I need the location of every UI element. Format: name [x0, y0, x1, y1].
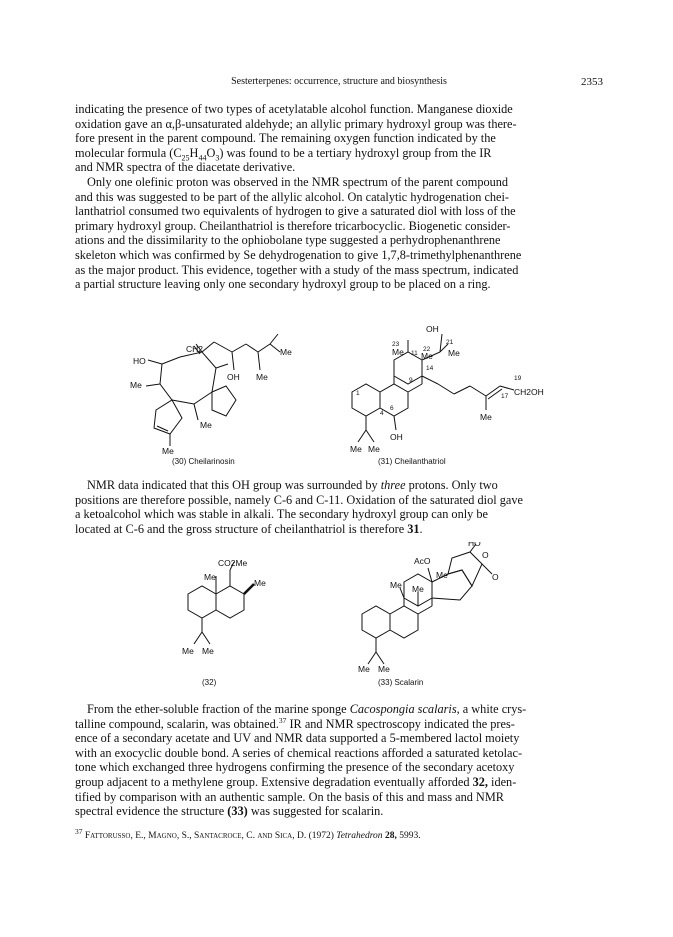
footnote-number: 37: [75, 826, 83, 836]
paragraph-3: NMR data indicated that this OH group was surrounded by three protons. Only two positions are therefore possible, namely C-6 and C-11. Oxidation of the saturated diol gave a ketoalcohol which was stable in alkali. The secondary hydroxyl group can only be located at C-6 and the gross structure of cheilanthatriol is therefore 31.: [75, 478, 523, 536]
ring-b: [380, 384, 408, 416]
figure-structures-30-31: [130, 322, 600, 472]
ring-33-a: [362, 606, 390, 638]
struct31-label: 21: [446, 339, 454, 346]
struct33-label: Me: [436, 570, 448, 580]
structure-drawings-32-33: [130, 542, 600, 674]
struct30-label: Me: [256, 372, 268, 382]
cyclopentane-ring-a: [212, 386, 236, 416]
caption-32: (32): [202, 678, 217, 687]
ring-a: [352, 384, 380, 416]
page-number: 2353: [581, 76, 603, 88]
struct30-label: Me: [200, 420, 212, 430]
struct32-label: Me: [204, 572, 216, 582]
struct31-label: 23: [392, 341, 400, 348]
struct31-label: Me: [421, 351, 433, 361]
struct31-label: Me: [392, 347, 404, 357]
struct33-label: O: [492, 572, 499, 582]
struct31-label: OH: [426, 324, 439, 334]
struct31-label: CH2OH: [514, 387, 544, 397]
struct33-label: AcO: [414, 556, 431, 566]
ring-32-a: [188, 586, 216, 618]
lactone-ring: [448, 552, 482, 586]
struct30-label: Me: [280, 347, 292, 357]
struct33-label: HO: [468, 542, 481, 548]
struct31-label: 9: [409, 377, 413, 384]
struct32-label: Me: [254, 578, 266, 588]
struct31-label: Me: [368, 444, 380, 454]
struct30-label: OH: [227, 372, 240, 382]
figure-structures-32-33: [130, 542, 600, 674]
struct32-label: Me: [202, 646, 214, 656]
struct31-label: 19: [514, 375, 522, 382]
struct31-label: Me: [350, 444, 362, 454]
struct33-label: O: [482, 550, 489, 560]
struct33-label: Me: [358, 664, 370, 674]
eight-membered-ring: [160, 352, 216, 404]
paragraph-1: indicating the presence of two types of acetylatable alcohol function. Manganese dioxide oxidation gave an α,β-unsaturated aldehyde; an allylic primary hydroxyl group was there- fore present in the parent compound. The remaining oxygen function indicated by the molecular formula $(C_{25}H_{44}O_3)$ was found to be a tertiary hydroxyl group from the IR and NMR spectra of the diacetate derivative.: [75, 102, 517, 175]
struct30-label: Me: [162, 446, 174, 456]
struct31-label: 17: [501, 393, 509, 400]
paragraph-4: From the ether-soluble fraction of the marine sponge Cacospongia scalaris, a white crys- talline compound, scalarin, was obtained.$^{37}$ IR and NMR spectroscopy indicated the pres- ence of a secondary acetate and UV and NMR data supported a 5-membered lactol moiety with an exocyclic double bond. A series of chemical reactions afforded a saturated ketolac- tone which exchanged three hydrogens confirming the presence of the secondary acetoxy group adjacent to a methylene group. Extensive degradation eventually afforded 32, iden- tified by comparison with an authentic sample. On the basis of this and mass and NMR spectral evidence the structure (33) was suggested for scalarin.: [75, 702, 527, 819]
struct31-label: 11: [411, 350, 418, 357]
page-header: [75, 76, 603, 92]
caption-30: (30) Cheilarinosin: [172, 457, 235, 466]
struct31-label: Me: [448, 348, 460, 358]
struct32-label: CO2Me: [218, 558, 248, 568]
struct30-label: HO: [133, 356, 146, 366]
struct33-label: Me: [378, 664, 390, 674]
struct31-label: 4: [380, 410, 384, 417]
struct30-label: CH2: [186, 344, 204, 354]
struct31-label: Me: [480, 412, 492, 422]
footnote-journal: Tetrahedron: [336, 831, 383, 841]
paragraph-2: Only one olefinic proton was observed in the NMR spectrum of the parent compound and this was suggested to be part of the allylic alcohol. On catalytic hydrogenation chei- lanthatriol consumed two equivalents of hydrogen to give a saturated diol with loss of the primary hydroxyl group. Cheilanthatriol is therefore tricarbocyclic. Biogenetic consider- ations and the dissimilarity to the ophiobolane type suggested a perhydrophenanthrene skeleton which was confirmed by Se dehydrogenation to give 1,7,8-trimethylphenanthrene as the major product. This evidence, together with a study of the mass spectrum, indicated a partial structure leaving only one secondary hydroxyl group to be placed on a ring.: [75, 175, 522, 292]
struct31-label: OH: [390, 432, 403, 442]
ring-33-b: [390, 606, 418, 638]
caption-33: (33) Scalarin: [378, 678, 424, 687]
struct33-label: Me: [390, 580, 402, 590]
struct32-label: Me: [182, 646, 194, 656]
struct30-label: Me: [130, 380, 142, 390]
caption-31: (31) Cheilanthatriol: [378, 457, 446, 466]
footnote-authors: Fattorusso, E., Magno, S., Santacroce, C. and Sica, D.: [84, 831, 307, 841]
running-title: Sesterterpenes: occurrence, structure and biosynthesis: [231, 76, 447, 87]
struct31-label: 14: [426, 365, 434, 372]
struct33-label: Me: [412, 584, 424, 594]
cyclopentene-ring: [154, 400, 182, 434]
structure-drawings-30-31: [130, 322, 600, 472]
footnote-37: $^{37}$ Fattorusso, E., Magno, S., Santacroce, C. and Sica, D. (1972) Tetrahedron 28, 5993.: [75, 826, 421, 841]
struct31-label: 1: [356, 390, 360, 397]
struct31-label: 6: [390, 405, 394, 412]
struct31-label: 22: [423, 346, 431, 353]
ring-32-b: [216, 586, 244, 618]
